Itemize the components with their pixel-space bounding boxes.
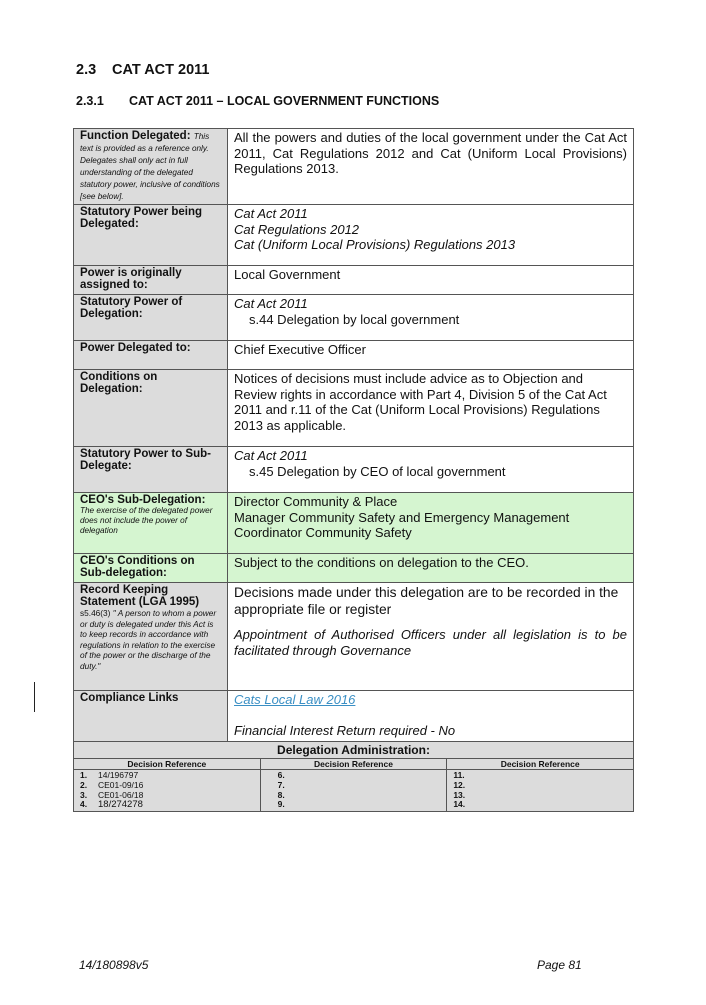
ceo-conditions-label: CEO's Conditions on Sub-delegation: bbox=[80, 555, 195, 579]
decision-reference-header: Decision Reference bbox=[447, 759, 634, 770]
delegation-administration-table bbox=[73, 741, 634, 812]
statutory-power-line: Cat Regulations 2012 bbox=[234, 221, 360, 237]
footer-page-number: Page 81 bbox=[537, 958, 582, 972]
section-title: CAT ACT 2011 bbox=[112, 62, 210, 78]
row-function-delegated bbox=[74, 129, 634, 205]
delegation-table bbox=[73, 128, 634, 752]
subsection-heading bbox=[76, 94, 439, 108]
decision-reference-column bbox=[447, 770, 634, 812]
authorised-officers-note: Appointment of Authorised Officers under all legislation is to be facilitated through Governance bbox=[234, 627, 627, 658]
record-keeping-value: Decisions made under this delegation are to be recorded in the appropriate file or register bbox=[234, 585, 619, 617]
row-originally-assigned bbox=[74, 266, 634, 295]
row-statutory-power bbox=[74, 205, 634, 266]
sub-delegate-officer: Director Community & Place bbox=[234, 494, 398, 509]
conditions-label: Conditions on Delegation: bbox=[80, 371, 158, 395]
originally-assigned-label: Power is originally assigned to: bbox=[80, 267, 182, 291]
sub-delegate-act: Cat Act 2011 bbox=[234, 448, 308, 463]
decision-reference-item: 3. CE01-06/18 bbox=[80, 789, 144, 800]
row-sub-delegate bbox=[74, 447, 634, 493]
decision-reference-header: Decision Reference bbox=[260, 759, 447, 770]
ceo-sub-delegation-note: The exercise of the delegated power does not include the power of delegation bbox=[80, 506, 213, 535]
cats-local-law-link[interactable]: Cats Local Law 2016 bbox=[234, 692, 356, 707]
decision-reference-header: Decision Reference bbox=[74, 759, 261, 770]
row-ceo-sub-delegation bbox=[74, 493, 634, 554]
decision-reference-item: 7. bbox=[277, 779, 285, 790]
decision-reference-item: 8. bbox=[277, 789, 285, 800]
row-ceo-conditions bbox=[74, 554, 634, 583]
function-delegated-label-cell bbox=[74, 129, 228, 205]
conditions-value: Notices of decisions must include advice as to Objection and Review rights in accordance with Part 4, Division 5 of the Cat Act 2011 and r.11 of the Cat (Uniform Local Provisions) Regulations 2013 as applicable. bbox=[228, 370, 634, 447]
footer-document-reference: 14/180898v5 bbox=[79, 958, 149, 972]
decision-reference-item: 11. bbox=[453, 770, 465, 780]
subsection-title: CAT ACT 2011 – LOCAL GOVERNMENT FUNCTIONS bbox=[129, 94, 440, 108]
function-delegated-value: All the powers and duties of the local government under the Cat Act 2011, Cat Regulations 2012 and Cat (Uniform Local Provisions) Regulations 2013. bbox=[228, 129, 634, 205]
row-delegated-to bbox=[74, 341, 634, 370]
section-heading bbox=[76, 62, 210, 78]
statutory-delegation-section: s.44 Delegation by local government bbox=[249, 311, 460, 327]
ceo-sub-delegation-label: CEO's Sub-Delegation: bbox=[80, 494, 206, 506]
decision-reference-item: 6. bbox=[277, 770, 285, 780]
decision-reference-item: 9. bbox=[277, 799, 285, 810]
statutory-power-label: Statutory Power being Delegated: bbox=[80, 206, 203, 230]
decision-reference-item: 13. bbox=[453, 789, 466, 800]
section-number: 2.3 bbox=[76, 62, 97, 78]
function-delegated-label: Function Delegated: bbox=[80, 130, 191, 142]
delegated-to-value: Chief Executive Officer bbox=[228, 341, 634, 370]
administration-title: Delegation Administration: bbox=[74, 742, 634, 759]
row-conditions bbox=[74, 370, 634, 447]
decision-reference-column bbox=[74, 770, 261, 812]
margin-change-bar bbox=[34, 682, 35, 712]
statutory-power-line: Cat (Uniform Local Provisions) Regulations 2013 bbox=[234, 237, 516, 252]
statutory-delegation-act: Cat Act 2011 bbox=[234, 296, 308, 311]
statutory-power-line: Cat Act 2011 bbox=[234, 206, 308, 221]
ceo-conditions-value: Subject to the conditions on delegation to the CEO. bbox=[228, 554, 634, 583]
statutory-power-value bbox=[228, 205, 634, 266]
decision-reference-column bbox=[260, 770, 447, 812]
subsection-number: 2.3.1 bbox=[76, 94, 104, 108]
decision-reference-item: 4. 18/274278 bbox=[80, 799, 143, 811]
row-record-keeping bbox=[74, 583, 634, 691]
sub-delegate-officer: Coordinator Community Safety bbox=[234, 525, 412, 540]
sub-delegate-officer: Manager Community Safety and Emergency Management bbox=[234, 509, 570, 525]
row-statutory-delegation bbox=[74, 295, 634, 341]
delegated-to-label: Power Delegated to: bbox=[80, 342, 191, 354]
decision-reference-item: 2. CE01-09/16 bbox=[80, 779, 144, 790]
record-keeping-label: Record Keeping Statement (LGA 1995) bbox=[80, 584, 200, 608]
financial-interest-return: Financial Interest Return required - No bbox=[234, 722, 456, 738]
sub-delegate-section: s.45 Delegation by CEO of local government bbox=[249, 463, 506, 479]
record-keeping-note: " A person to whom a power or duty is delegated under this Act is to keep records in accordance with regulations in relation to the exercise of the power or the discharge of the duty." bbox=[80, 608, 217, 671]
record-keeping-ref: s5.46(3) bbox=[80, 608, 111, 618]
decision-reference-item: 14. bbox=[453, 799, 466, 810]
function-delegated-note: This text is provided as a reference only. Delegates shall only act in full understanding of the delegated statutory power, inclusive of conditions [see below]. bbox=[80, 132, 220, 201]
compliance-label: Compliance Links bbox=[80, 692, 179, 704]
statutory-delegation-label: Statutory Power of Delegation: bbox=[80, 296, 183, 320]
sub-delegate-label: Statutory Power to Sub-Delegate: bbox=[80, 448, 211, 472]
decision-reference-item: 12. bbox=[453, 779, 466, 790]
decision-reference-item: 1. 14/196797 bbox=[80, 770, 139, 780]
originally-assigned-value: Local Government bbox=[228, 266, 634, 295]
